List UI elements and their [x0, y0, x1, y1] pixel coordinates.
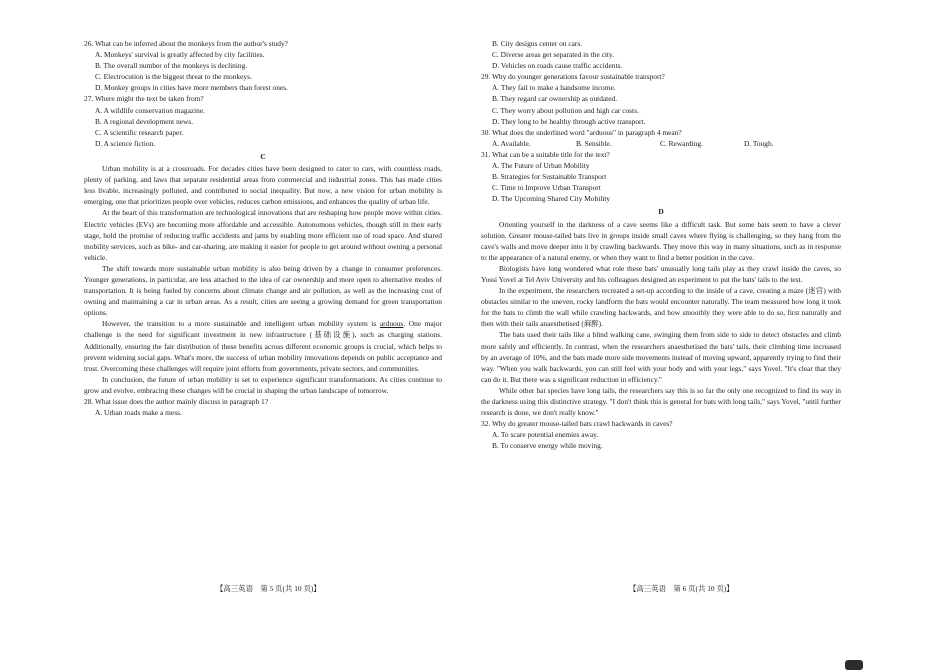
question-27-stem: 27. Where might the text be taken from?: [84, 94, 204, 104]
paragraph-4-text-start: However, the transition to a more sustainable and intelligent urban mobility system is: [102, 319, 380, 329]
question-28-option-c: C. Diverse areas get separated in the city.: [492, 50, 615, 60]
question-27-option-c: C. A scientific research paper.: [95, 127, 184, 137]
page-6-footer: 【高三英语 第 6 页(共 10 页)】: [629, 584, 734, 593]
question-26-option-a: A. Monkeys' survival is greatly affected by city facilities.: [95, 50, 265, 60]
question-32-option-b: B. To conserve energy while moving.: [492, 441, 603, 451]
question-29-option-a: A. They fail to make a handsome income.: [492, 83, 616, 93]
passage-d-paragraph-4: The bats used their tails like a blind walking cane, swinging them from side to side to detect obstacles and climb more safely and efficiently. In contrast, when the researchers anaesthetised the bats' tails, their climbing time increased by an average of 10%, and the bats made more side movements instead of moving upward, apparently trying to find their way. "When you walk backwards, you can still feel with your body and with your legs," says Yovel. "It's clear that they can do it. But there was a significant reduction in efficiency.": [481, 330, 841, 384]
question-29-option-b: B. They regard car ownership as outdated.: [492, 94, 618, 104]
question-30-stem: 30. What does the underlined word "arduous" in paragraph 4 mean?: [481, 127, 682, 137]
passage-d-paragraph-2: Biologists have long wondered what role these bats' unusually long tails play as they crawl inside the caves, so Yossi Yovel at Tel Aviv University and his colleagues designed an experiment to put the bats' tails to the test.: [481, 263, 841, 284]
passage-c-paragraph-1: Urban mobility is at a crossroads. For decades cities have been designed to cater to cars, with countless roads, plenty of parking, and laws that separate residential areas from commercial and industrial zones. This has made cities less livable, increasingly polluted, and contributed to social inequality. But now, a new vision for urban mobility is emerging, one that prioritizes people over vehicles, reduces carbon emissions, and enhances the quality of urban life.: [84, 164, 442, 207]
question-32-option-a: A. To scare potential enemies away.: [492, 430, 599, 440]
question-28-option-b: B. City designs center on cars.: [492, 39, 583, 48]
question-28-option-a: A. Urban roads make a mess.: [95, 408, 182, 418]
question-26-option-d: D. Monkey groups in cities have more members than forest ones.: [95, 83, 288, 93]
question-27-option-b: B. A regional development news.: [95, 116, 194, 126]
left-page: [84, 38, 442, 418]
right-page: [481, 38, 841, 451]
watermark-logo-icon: [845, 660, 863, 670]
question-29-option-c: C. They worry about pollution and high car costs.: [492, 105, 639, 115]
passage-c-paragraph-3: The shift towards more sustainable urban mobility is also being driven by a change in consumer preferences. Younger generations, in particular, are less attached to the idea of car ownership and more open to alternative modes of transportation. It is being fueled by concerns about climate change and air pollution, as well as the increasing cost of owning and maintaining a car in urban areas. As a result, cities are seeing a growing demand for green transportation options.: [84, 263, 442, 318]
passage-c-paragraph-5: In conclusion, the future of urban mobility is set to experience significant transformations. As cities continue to grow and evolve, embracing these changes will be crucial in shaping the urban landscape of tomorrow.: [84, 374, 442, 395]
passage-d-paragraph-3: In the experiment, the researchers recreated a set-up according to the inside of a cave, creating a maze (迷宫) with obstacles similar to the uneven, rocky landform the bats would encounter naturally. The team measured how long it took for the bats to climb the wall while crawling backwards, and how smoothly they were able to do so, first naturally and then with their tails anaesthetised (麻醉).: [481, 286, 841, 329]
question-28-stem: 28. What issue does the author mainly discuss in paragraph 1?: [84, 397, 268, 406]
question-29-option-d: D. They long to be healthy through active transport.: [492, 116, 646, 126]
question-27-option-d: D. A science fiction.: [95, 138, 156, 148]
question-31-option-b: B. Strategies for Sustainable Transport: [492, 172, 607, 182]
question-31-option-a: A. The Future of Urban Mobility: [492, 161, 590, 171]
passage-c-paragraph-4: [84, 318, 442, 373]
passage-d-paragraph-1: Orienting yourself in the darkness of a cave seems like a difficult task. But some bats seem to have a clever solution. Greater mouse-tailed bats live in groups inside small caves where flying is challenging, so they hang from the cave's walls and move deeper into it by crawling backwards. They move this way in many situations, such as in response to the appearance of a natural enemy, or when they want to find a better position in the cave.: [481, 219, 841, 262]
question-26-stem: 26. What can be inferred about the monkeys from the author's study?: [84, 39, 288, 48]
corner-watermark: [845, 660, 863, 670]
question-30-option-a: A. Available.: [492, 138, 531, 148]
question-30-options: [492, 138, 841, 149]
question-31-option-d: D. The Upcoming Shared City Mobility: [492, 194, 611, 204]
question-31-option-c: C. Time to Improve Urban Transport: [492, 183, 601, 193]
question-30-option-c: C. Rewarding.: [660, 138, 703, 148]
question-26-option-c: C. Electrocution is the biggest threat to the monkeys.: [95, 72, 252, 82]
underlined-word-arduous: arduous: [379, 319, 404, 329]
page-5-footer: 【高三英语 第 5 页(共 10 页)】: [216, 584, 321, 593]
question-30-option-b: B. Sensible.: [576, 138, 612, 148]
question-29-stem: 29. Why do younger generations favour sustainable transport?: [481, 72, 665, 82]
question-30-option-d: D. Tough.: [744, 138, 774, 148]
question-31-stem: 31. What can be a suitable title for the text?: [481, 149, 610, 159]
section-d-heading: D: [658, 207, 664, 217]
passage-c-paragraph-2: At the heart of this transformation are technological innovations that are reshaping how people move within cities. Electric vehicles (EVs) are becoming more affordable and accessible. Autonomous vehicles, though still in their early stage, hold the promise of reducing traffic accidents and jams by enabling more efficient use of road space. And shared mobility services, such as bike- and car-sharing, are making it easier for people to get around without owning a personal vehicle.: [84, 208, 442, 262]
question-28-option-d: D. Vehicles on roads cause traffic accidents.: [492, 61, 623, 71]
section-c-heading: C: [260, 151, 266, 161]
question-27-option-a: A. A wildlife conservation magazine.: [95, 105, 206, 115]
question-26-option-b: B. The overall number of the monkeys is declining.: [95, 61, 248, 71]
passage-d-paragraph-5: While other bat species have long tails, the researchers say this is so far the only one recognized to find its way in the darkness using this distinctive strategy. "I don't think this is general for bats with long tails," says Yovel, "until further research is done, we don't really know.": [481, 385, 841, 418]
question-32-stem: 32. Why do greater mouse-tailed bats crawl backwards in caves?: [481, 419, 673, 429]
paragraph-4-text-end: . One major challenge is the need for significant investment in new infrastructure (基础设施), such as charging stations. Additionally, ensuring the fair distribution of these benefits across different economic groups is crucial, which helps to prevent widening social gaps. What's more, the success of urban mobility innovations depends on public acceptance and trust. Overcoming these challenges will require joint efforts from governments, private sectors, and communities.: [84, 319, 442, 373]
